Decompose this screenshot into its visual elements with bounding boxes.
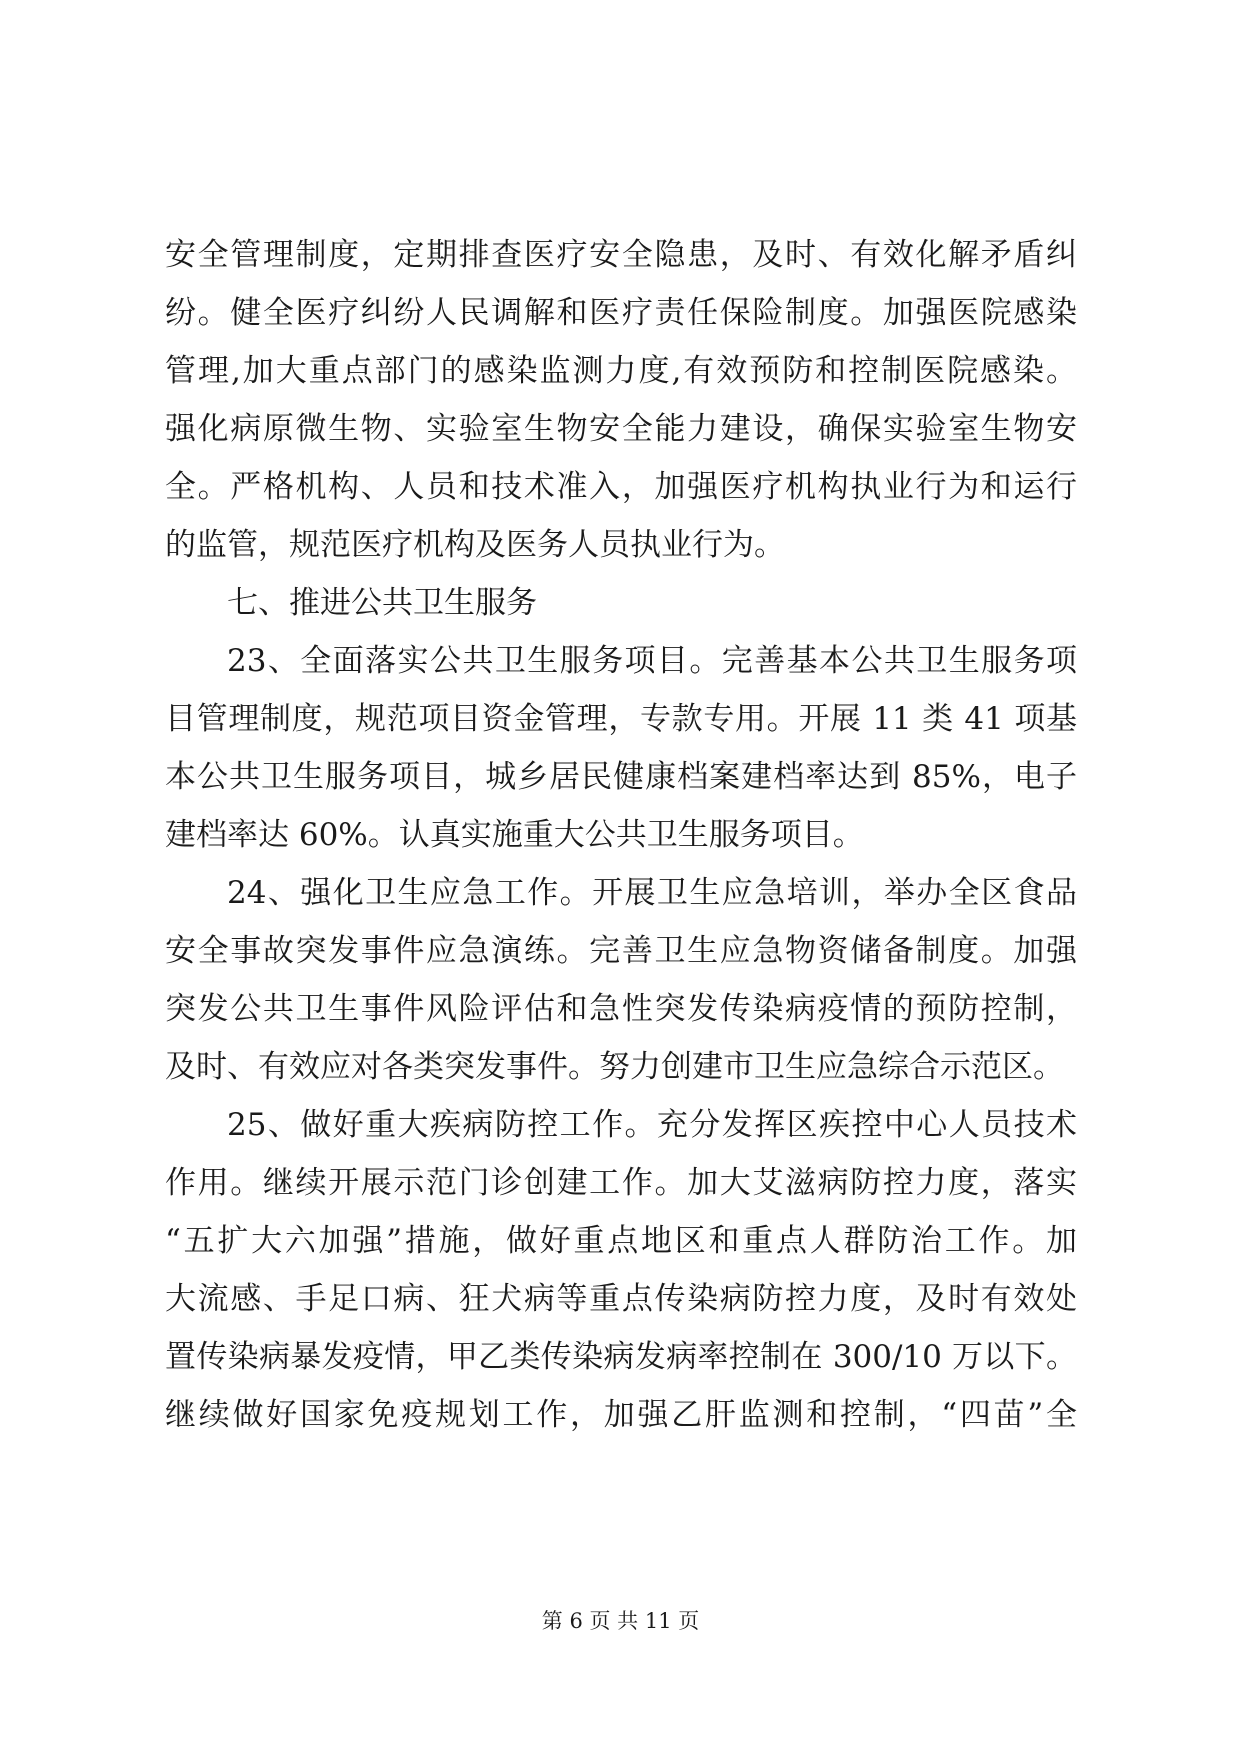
text-line: 全。严格机构、人员和技术准入，加强医疗机构执业行为和运行	[165, 469, 1077, 505]
text-line: 及时、有效应对各类突发事件。努力创建市卫生应急综合示范区。	[165, 1049, 1064, 1085]
text-line: 25、做好重大疾病防控工作。充分发挥区疾控中心人员技术	[227, 1107, 1077, 1143]
body-text	[165, 226, 1077, 1444]
text-line: 本公共卫生服务项目，城乡居民健康档案建档率达到 85%，电子	[165, 759, 1077, 795]
text-line: 七、推进公共卫生服务	[227, 585, 537, 621]
text-line: 纷。健全医疗纠纷人民调解和医疗责任保险制度。加强医院感染	[165, 295, 1077, 331]
text-line: 作用。继续开展示范门诊创建工作。加大艾滋病防控力度，落实	[165, 1165, 1077, 1201]
page-footer: 第 6 页 共 11 页	[541, 1609, 700, 1633]
text-line: 安全管理制度，定期排查医疗安全隐患，及时、有效化解矛盾纠	[165, 237, 1077, 273]
text-line: 建档率达 60%。认真实施重大公共卫生服务项目。	[165, 817, 864, 853]
text-line: 23、全面落实公共卫生服务项目。完善基本公共卫生服务项	[227, 643, 1077, 679]
text-line: 继续做好国家免疫规划工作，加强乙肝监测和控制，“四苗”全	[165, 1397, 1077, 1433]
text-line: 安全事故突发事件应急演练。完善卫生应急物资储备制度。加强	[165, 933, 1077, 969]
text-line: “五扩大六加强”措施，做好重点地区和重点人群防治工作。加	[165, 1223, 1077, 1259]
text-line: 管理,加大重点部门的感染监测力度,有效预防和控制医院感染。	[165, 353, 1077, 389]
text-line: 目管理制度，规范项目资金管理，专款专用。开展 11 类 41 项基	[165, 701, 1077, 737]
text-line: 置传染病暴发疫情，甲乙类传染病发病率控制在 300/10 万以下。	[165, 1339, 1077, 1375]
text-line: 强化病原微生物、实验室生物安全能力建设，确保实验室生物安	[165, 411, 1077, 447]
text-line: 的监管，规范医疗机构及医务人员执业行为。	[165, 527, 785, 563]
text-line: 24、强化卫生应急工作。开展卫生应急培训，举办全区食品	[227, 875, 1077, 911]
text-line: 突发公共卫生事件风险评估和急性突发传染病疫情的预防控制，	[165, 991, 1077, 1027]
text-line: 大流感、手足口病、狂犬病等重点传染病防控力度，及时有效处	[165, 1281, 1077, 1317]
